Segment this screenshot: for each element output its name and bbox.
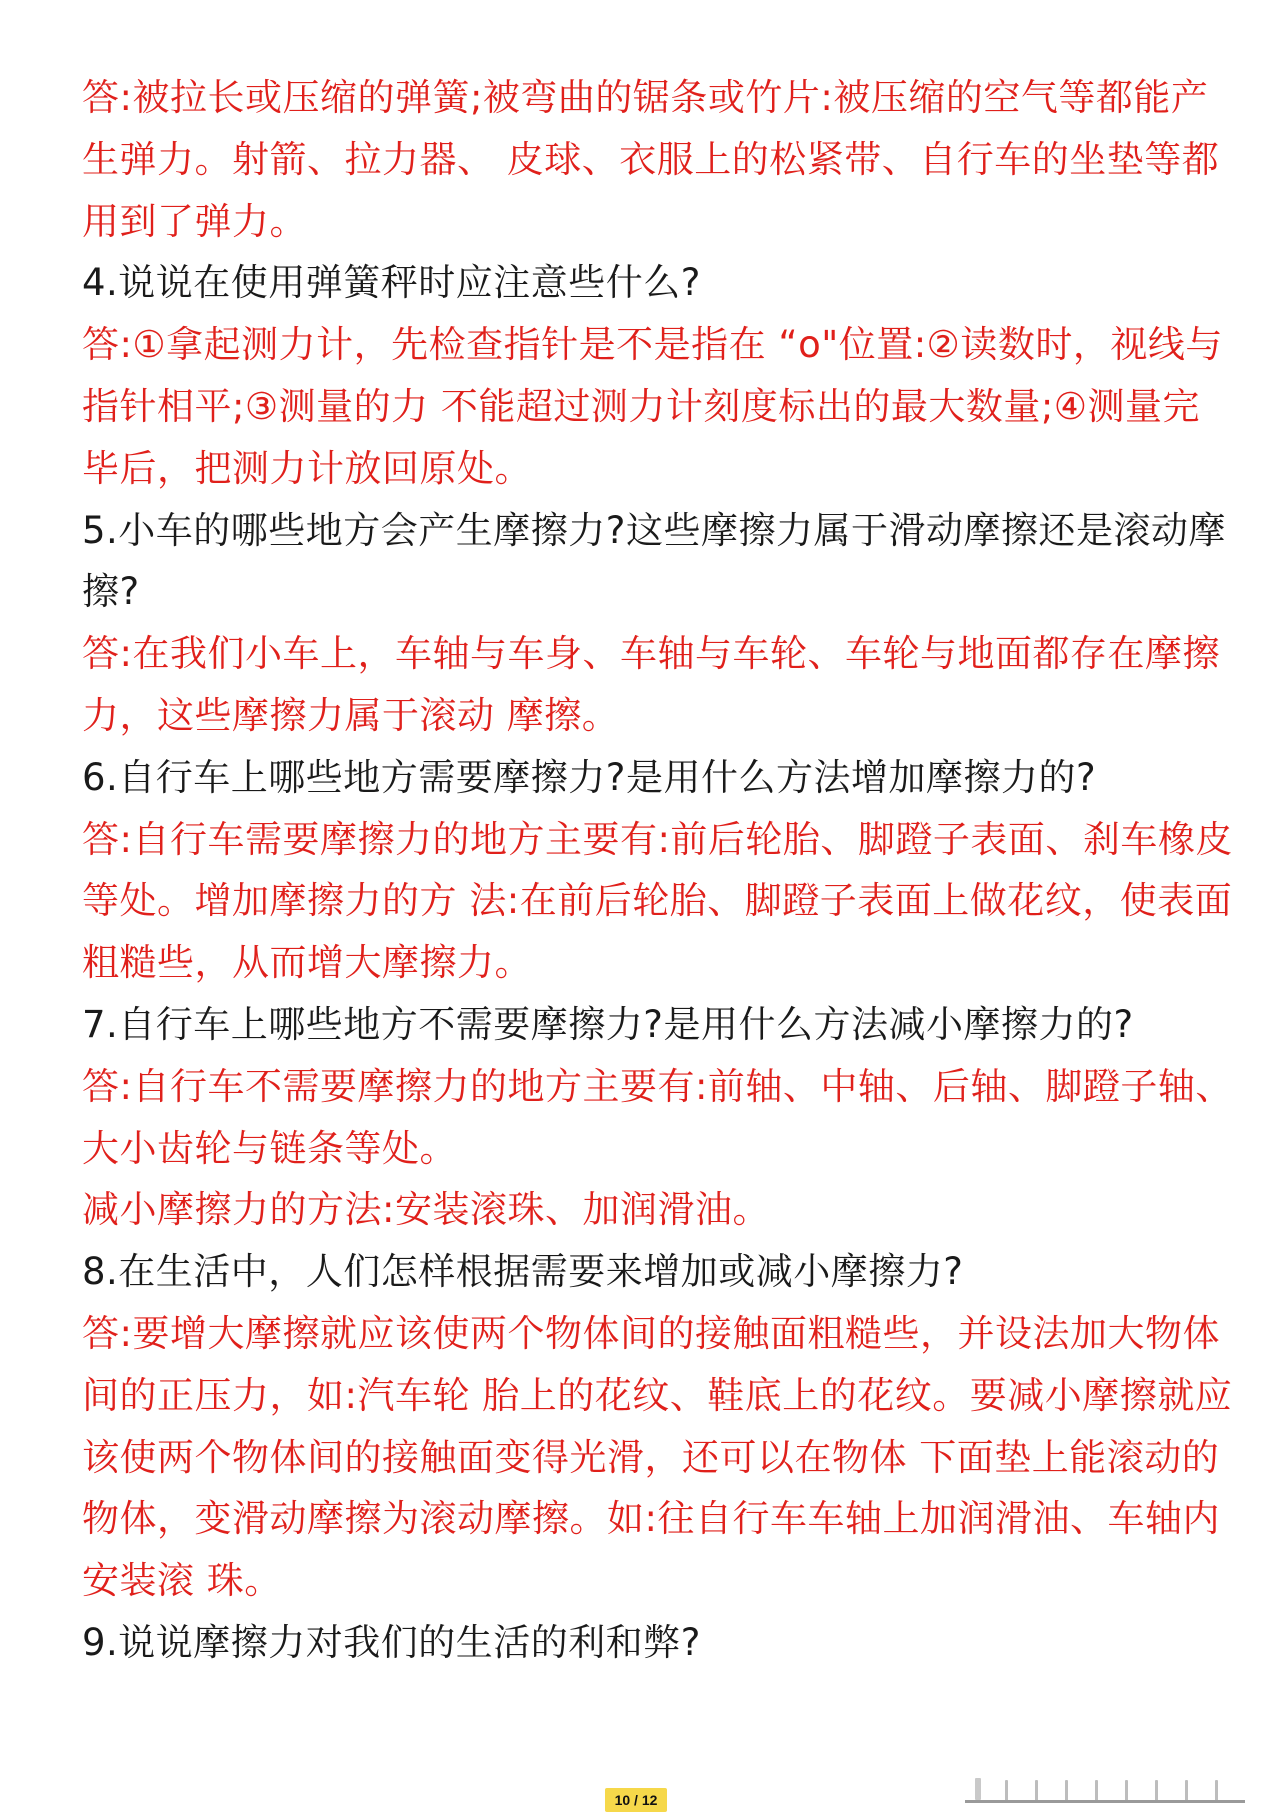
answer-line: 安装滚 珠。 [82, 1559, 282, 1603]
question-line: 擦? [82, 570, 140, 614]
question-line: 8.在生活中，人们怎样根据需要来增加或减小摩擦力? [82, 1250, 964, 1294]
answer-line: 该使两个物体间的接触面变得光滑，还可以在物体 下面垫上能滚动的 [82, 1435, 1220, 1479]
answer-line: 毕后，把测力计放回原处。 [82, 446, 532, 490]
answer-line: 答:在我们小车上，车轴与车身、车轴与车轮、车轮与地面都存在摩擦 [82, 632, 1220, 676]
question-line: 9.说说摩擦力对我们的生活的利和弊? [82, 1620, 701, 1664]
page-indicator: 10 / 12 [605, 1788, 667, 1812]
answer-line: 大小齿轮与链条等处。 [82, 1126, 457, 1170]
answer-line: 答:自行车需要摩擦力的地方主要有:前后轮胎、脚蹬子表面、刹车橡皮 [82, 817, 1233, 861]
answer-line: 指针相平;③测量的力 不能超过测力计刻度标出的最大数量;④测量完 [82, 384, 1201, 428]
question-line: 5.小车的哪些地方会产生摩擦力?这些摩擦力属于滑动摩擦还是滚动摩 [82, 508, 1226, 552]
scan-watermark-icon [965, 1776, 1255, 1802]
question-line: 4.说说在使用弹簧秤时应注意些什么? [82, 261, 701, 305]
answer-line: 物体，变滑动摩擦为滚动摩擦。如:往自行车车轴上加润滑油、车轴内 [82, 1497, 1220, 1541]
answer-line: 答:自行车不需要摩擦力的地方主要有:前轴、中轴、后轴、脚蹬子轴、 [82, 1064, 1233, 1108]
answer-line: 生弹力。射箭、拉力器、 皮球、衣服上的松紧带、自行车的坐垫等都 [82, 137, 1220, 181]
question-line: 6.自行车上哪些地方需要摩擦力?是用什么方法增加摩擦力的? [82, 755, 1097, 799]
answer-line: 答:要增大摩擦就应该使两个物体间的接触面粗糙些，并设法加大物体 [82, 1311, 1220, 1355]
answer-line: 间的正压力，如:汽车轮 胎上的花纹、鞋底上的花纹。要减小摩擦就应 [82, 1373, 1233, 1417]
answer-line: 等处。增加摩擦力的方 法:在前后轮胎、脚蹬子表面上做花纹，使表面 [82, 879, 1233, 923]
answer-line: 用到了弹力。 [82, 199, 307, 243]
answer-line: 力，这些摩擦力属于滚动 摩擦。 [82, 693, 620, 737]
answer-line: 答:被拉长或压缩的弹簧;被弯曲的锯条或竹片:被压缩的空气等都能产 [82, 76, 1209, 119]
document-body [82, 67, 1233, 1674]
answer-line: 减小摩擦力的方法:安装滚珠、加润滑油。 [82, 1188, 770, 1232]
answer-line: 粗糙些，从而增大摩擦力。 [82, 941, 532, 985]
answer-line: 答:①拿起测力计，先检查指针是不是指在 “o"位置:②读数时，视线与 [82, 323, 1223, 367]
question-line: 7.自行车上哪些地方不需要摩擦力?是用什么方法减小摩擦力的? [82, 1002, 1134, 1046]
